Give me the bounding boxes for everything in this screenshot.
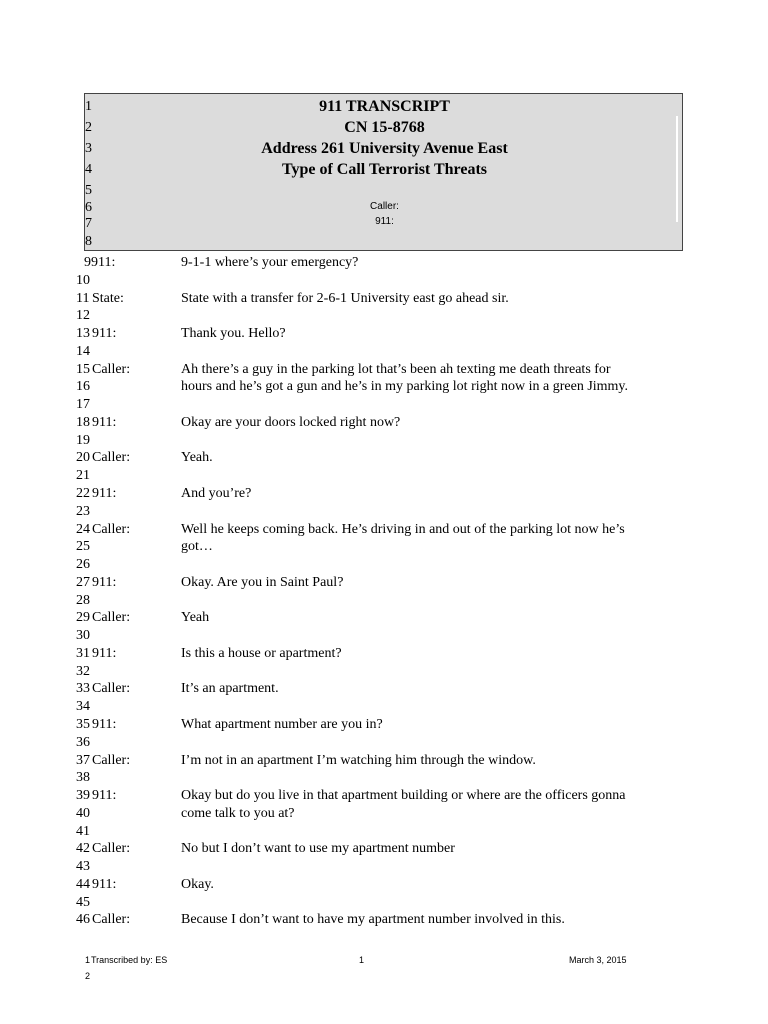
dialogue-text: No but I don’t want to use my apartment number: [181, 841, 455, 856]
speaker-label: Caller:: [92, 362, 131, 377]
line-number: 18: [76, 415, 90, 430]
footer-line-number: 2: [85, 971, 91, 981]
footer-date: March 3, 2015: [569, 955, 627, 965]
dialogue-text: I’m not in an apartment I’m watching him through the window.: [181, 753, 536, 768]
line-number: 23: [76, 504, 90, 519]
line-number: 27: [76, 575, 90, 590]
speaker-label: Caller:: [92, 841, 131, 856]
dialogue-text: Is this a house or apartment?: [181, 646, 342, 661]
speaker-label: 911:: [92, 486, 117, 501]
line-number: 28: [76, 593, 90, 608]
footer-page-number: 1: [359, 955, 365, 965]
line-number: 42: [76, 841, 90, 856]
line-number: 22: [76, 486, 90, 501]
dialogue-text: got…: [181, 539, 213, 554]
dialogue-text: Okay but do you live in that apartment building or where are the officers gonna: [181, 788, 626, 803]
dialogue-text: 9-1-1 where’s your emergency?: [181, 255, 359, 270]
line-number: 14: [76, 344, 90, 359]
speaker-label: Caller:: [92, 522, 131, 537]
header-line-number: 3: [85, 141, 92, 156]
dialogue-text: hours and he’s got a gun and he’s in my parking lot right now in a green Jimmy.: [181, 379, 629, 394]
line-number: 31: [76, 646, 90, 661]
legend-911: 911:: [375, 216, 394, 227]
dialogue-text: Okay.: [181, 877, 214, 892]
legend-caller: Caller:: [370, 201, 399, 212]
dialogue-text: It’s an apartment.: [181, 681, 279, 696]
line-number: 20: [76, 450, 90, 465]
line-number: 38: [76, 770, 90, 785]
speaker-label: 911:: [92, 717, 117, 732]
line-number: 34: [76, 699, 90, 714]
dialogue-text: Because I don’t want to have my apartment number involved in this.: [181, 912, 565, 927]
line-number: 46: [76, 912, 90, 927]
line-number: 29: [76, 610, 90, 625]
line-number: 13: [76, 326, 90, 341]
header-line-number: 8: [85, 234, 92, 249]
header-line-number: 2: [85, 120, 92, 135]
footer-transcribed-by: Transcribed by: ES: [91, 955, 168, 965]
line-number: 37: [76, 753, 90, 768]
line-number: 43: [76, 859, 90, 874]
header-line-number: 4: [85, 162, 92, 177]
case-number: CN 15-8768: [344, 119, 425, 136]
line-number: 36: [76, 735, 90, 750]
line-number: 26: [76, 557, 90, 572]
dialogue-text: Okay. Are you in Saint Paul?: [181, 575, 344, 590]
line-number: 10: [76, 273, 90, 288]
speaker-label: 911:: [92, 877, 117, 892]
line-number: 12: [76, 308, 90, 323]
header-line-number: 6: [85, 200, 92, 215]
dialogue-text: Well he keeps coming back. He’s driving in and out of the parking lot now he’s: [181, 522, 625, 537]
dialogue-text: Thank you. Hello?: [181, 326, 286, 341]
line-number: 19: [76, 433, 90, 448]
dialogue-text: State with a transfer for 2-6-1 University east go ahead sir.: [181, 291, 509, 306]
dialogue-text: And you’re?: [181, 486, 252, 501]
line-number: 40: [76, 806, 90, 821]
speaker-label: Caller:: [92, 610, 131, 625]
line-number: 39: [76, 788, 90, 803]
line-number: 11: [76, 291, 90, 306]
line-number: 33: [76, 681, 90, 696]
speaker-label: 911:: [91, 255, 116, 270]
dialogue-text: Okay are your doors locked right now?: [181, 415, 401, 430]
line-number: 15: [76, 362, 90, 377]
speaker-label: Caller:: [92, 753, 131, 768]
line-number: 41: [76, 824, 90, 839]
speaker-label: State:: [92, 291, 124, 306]
call-address: Address 261 University Avenue East: [261, 140, 508, 157]
line-number: 17: [76, 397, 90, 412]
line-number: 25: [76, 539, 90, 554]
speaker-label: 911:: [92, 415, 117, 430]
footer-line-number: 1: [85, 955, 91, 965]
dialogue-text: Yeah: [181, 610, 210, 625]
line-number: 24: [76, 522, 90, 537]
speaker-label: Caller:: [92, 912, 131, 927]
speaker-label: Caller:: [92, 450, 131, 465]
speaker-label: 911:: [92, 326, 117, 341]
line-number: 45: [76, 895, 90, 910]
document-title: 911 TRANSCRIPT: [319, 98, 450, 115]
call-type: Type of Call Terrorist Threats: [281, 161, 488, 178]
speaker-label: 911:: [92, 788, 117, 803]
dialogue-text: What apartment number are you in?: [181, 717, 383, 732]
speaker-label: 911:: [92, 575, 117, 590]
dialogue-text: Ah there’s a guy in the parking lot that’s been ah texting me death threats for: [181, 362, 611, 377]
line-number: 16: [76, 379, 90, 394]
dialogue-text: Yeah.: [181, 450, 213, 465]
line-number: 30: [76, 628, 90, 643]
header-line-number: 5: [85, 183, 92, 198]
dialogue-text: come talk to you at?: [181, 806, 295, 821]
transcript-header-box: [84, 93, 683, 251]
header-line-number: 7: [85, 216, 92, 231]
line-number: 44: [76, 877, 90, 892]
speaker-label: 911:: [92, 646, 117, 661]
line-number: 21: [76, 468, 90, 483]
line-number: 9: [84, 255, 91, 270]
line-number: 32: [76, 664, 90, 679]
header-line-number: 1: [85, 99, 92, 114]
line-number: 35: [76, 717, 90, 732]
speaker-label: Caller:: [92, 681, 131, 696]
